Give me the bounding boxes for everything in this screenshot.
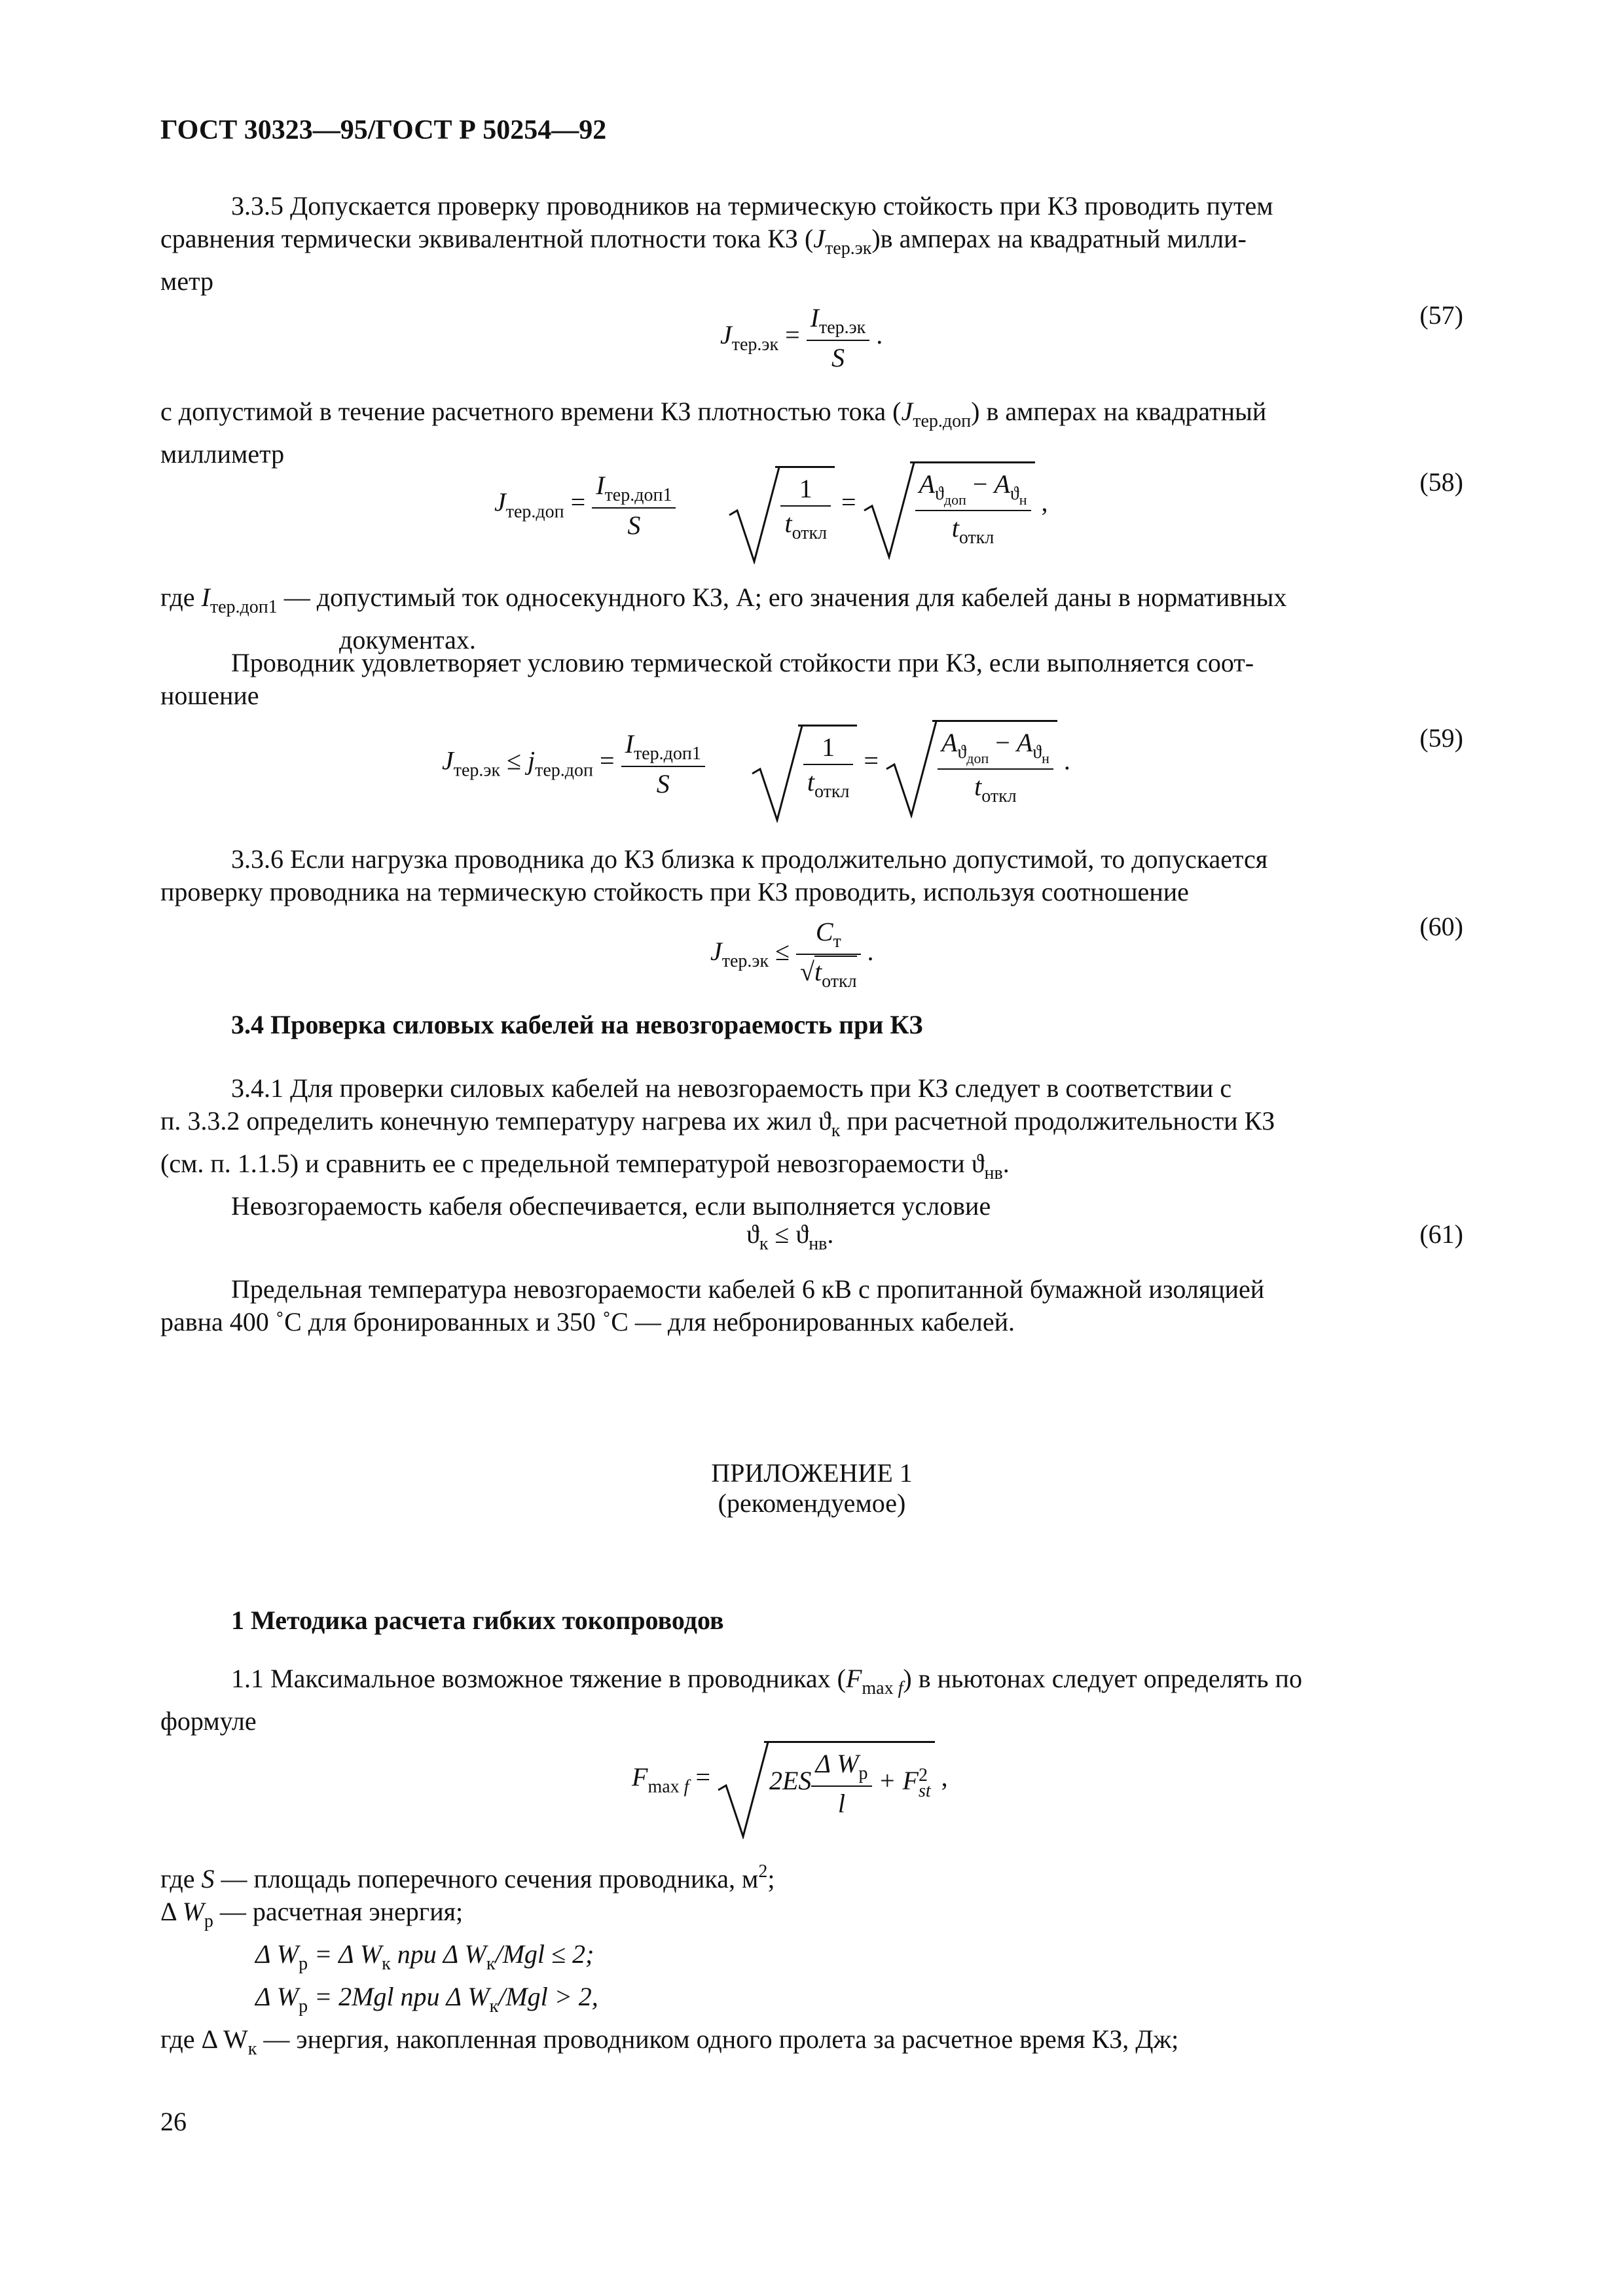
radical-sign-icon xyxy=(863,461,915,560)
where-list xyxy=(160,1856,1178,2066)
paragraph-3-3-6 xyxy=(160,843,1463,908)
square-root: $\frac{1}{t_{откл}}$ xyxy=(728,466,835,544)
text-line: Проводник удовлетворяет условию термической стойкости при КЗ, если выполняется соот- xyxy=(231,648,1254,677)
text-line: документах. xyxy=(339,625,476,655)
equation-number: (58) xyxy=(1419,467,1463,497)
equation-number: (60) xyxy=(1419,912,1463,941)
where-definition xyxy=(160,581,1463,656)
equation-number: (57) xyxy=(1419,300,1463,330)
text-line: 3.3.6 Если нагрузка проводника до КЗ близка к продолжительно допустимой, то допускается xyxy=(231,844,1268,874)
equation-number: (59) xyxy=(1419,723,1463,753)
text-line: Предельная температура невозгораемости кабелей 6 кВ с пропитанной бумажной изоляцией xyxy=(231,1274,1265,1304)
square-root: $\frac{A_{ϑ_{доп}} - A_{ϑ_н}}{t_{откл}}$ xyxy=(885,720,1057,807)
square-root: 2ES $\frac{\Delta W_р}{l}$ + F 2 st xyxy=(717,1741,935,1819)
square-root: $\frac{1}{t_{откл}}$ xyxy=(751,725,858,802)
paragraph-3-4-1 xyxy=(160,1072,1463,1223)
paragraph-1-1 xyxy=(160,1662,1463,1738)
text-line: где Δ $W_к$ — энергия, накопленная проводником одного пролета за расчетное время КЗ, Дж; xyxy=(160,2024,1179,2059)
text-line: где $I_{тер.доп1}$ — допустимый ток односекундного КЗ, А; его значения для кабелей даны в нормативных xyxy=(160,583,1287,617)
fraction: $\frac{I_{тер.доп1}}{S}$ xyxy=(621,728,705,799)
section-title-3-4: 3.4 Проверка силовых кабелей на невозгораемость при КЗ xyxy=(231,1010,923,1039)
appendix-title: ПРИЛОЖЕНИЕ 1 xyxy=(711,1458,913,1488)
radical-sign-icon xyxy=(728,466,780,564)
appendix-subtitle: (рекомендуемое) xyxy=(718,1488,906,1518)
paragraph-condition xyxy=(160,647,1463,712)
text-line: (см. п. 1.1.5) и сравнить ее с предельной температурой невозгораемости $ϑ_{нв}$. xyxy=(160,1149,1010,1183)
fraction: $\frac{I_{тер.эк}}{S}$ xyxy=(807,302,870,373)
square-root: $\frac{A_{ϑ_{доп}} - A_{ϑ_н}}{t_{откл}}$ xyxy=(863,461,1035,548)
text-line: проверку проводника на термическую стойкость при КЗ проводить, используя соотношение xyxy=(160,877,1189,906)
equation-number: (61) xyxy=(1419,1219,1463,1249)
text-line: 3.4.1 Для проверки силовых кабелей на невозгораемость при КЗ следует в соответствии с xyxy=(231,1073,1232,1103)
radical-sign-icon xyxy=(717,1741,769,1839)
text-line: Δ $W_р$ — расчетная энергия; xyxy=(160,1897,464,1931)
text-line: метр xyxy=(160,266,214,296)
radical-sign-icon xyxy=(885,720,938,818)
text-line: с допустимой в течение расчетного времени КЗ плотностью тока $(J_{тер.доп})$ в амперах на квадратный xyxy=(160,397,1267,431)
sqrt-sign-icon: √ xyxy=(800,957,814,986)
document-page: ГОСТ 30323—95/ГОСТ Р 50254—92 3.3.5 Допускается проверку проводников на термическую стойкость при КЗ проводить путем сравнения термически эквивалентной плотности тока КЗ $(J_{тер.эк})в$ амперах на квадратный милли- метр $J_{тер.эк}$ = $\frac{I_{тер.эк}}{S}$ . (57) с допустимой в течение расчетного времени КЗ плотностью тока $(J_{тер.доп})$ в амперах на квадратный миллиметр $J_{тер.доп}$ = $\frac{I_{тер.доп1}}{S}$ $\frac{1}{t_{откл}}$ = $\frac{A_{ϑ_{доп}} - A_{ϑ_н}}{t_{откл}}$ , (58) где $I_{тер.доп1}$ — допустимый ток односекундного КЗ, А; его значения для кабелей даны в нормативных документах. Проводник удовлетворяет условию термической стойкости при КЗ, если выполняется соот- ношение $J_{тер.эк} \le j_{тер.доп}$ = $\frac{I_{тер.доп1}}{S}$ $\frac{1}{t_{откл}}$ = $\frac{A_{ϑ_{доп}} - A_{ϑ_н}}{t_{откл}}$ . (59) 3.3.6 Если нагрузка проводника до КЗ близка к продолжительно допустимой, то допускается проверку проводника на термическую стойкость при КЗ проводить, используя соотношение $J_{тер.эк}$ ≤ $\frac{C_т}{√t_{откл}}$ . (60) 3.4 Проверка силовых кабелей на невозгораемость при КЗ 3.4.1 Для проверки силовых кабелей на невозгораемость при КЗ следует в соответствии с п. 3.3.2 определить конечную температуру нагрева их жил $ϑ_к$ при расчетной продолжительности КЗ (см. п. 1.1.5) и сравнить ее с предельной температурой невозгораемости $ϑ_{нв}$. Невозгораемость кабеля обеспечивается, если выполняется условие $ϑ_к \le ϑ_{нв}$. (61) Предельная температура невозгораемости кабелей 6 кВ с пропитанной бумажной изоляцией равна 400 ˚С для бронированных и 350 ˚С — для небронированных кабелей. ПРИЛОЖЕНИЕ 1 (рекомендуемое) 1 Методика расчета гибких токопроводов 1.1 Максимальное возможное тяжение в проводниках $(F_{max f})$ в ньютонах следует определять по формуле $F_{max f}$ = 2ES $\frac{\Delta W_р}{l}$ + F 2 st , где S — площадь поперечного сечения проводника, $м^2$; Δ $W_р$ — расчетная энергия; Δ $W_р = \Delta$ $W_к$ при Δ $W_к$/Mgl ≤ 2; Δ $W_р = 2Mgl$ при Δ $W_к$/Mgl > 2, где Δ $W_к$ — энергия, накопленная проводником одного пролета за расчетное время КЗ, Дж; 26 xyxy=(160,115,1463,2136)
text-line: 1.1 Максимальное возможное тяжение в проводниках $(F_{max f})$ в ньютонах следует определять по xyxy=(231,1664,1302,1698)
fraction: $\frac{C_т}{√t_{откл}}$ xyxy=(796,916,861,992)
paragraph-permissible-density xyxy=(160,395,1463,471)
text-line: Невозгораемость кабеля обеспечивается, если выполняется условие xyxy=(231,1191,991,1221)
radical-sign-icon xyxy=(751,725,803,823)
paragraph-3-3-5 xyxy=(160,190,1463,298)
document-header: ГОСТ 30323—95/ГОСТ Р 50254—92 xyxy=(160,115,607,145)
text-line: Δ $W_р = 2Mgl$ при Δ $W_к$/Mgl > 2, xyxy=(255,1982,598,2017)
section-title-1: 1 Методика расчета гибких токопроводов xyxy=(231,1605,724,1635)
text-line: Δ $W_р = \Delta$ $W_к$ при Δ $W_к$/Mgl ≤ 2; xyxy=(255,1939,594,1974)
text-line: ношение xyxy=(160,681,259,710)
paragraph-temperature xyxy=(160,1273,1463,1338)
text-line: где S — площадь поперечного сечения проводника, $м^2$; xyxy=(160,1861,775,1893)
text-line: равна 400 ˚С для бронированных и 350 ˚С — для небронированных кабелей. xyxy=(160,1307,1015,1336)
fraction: $\frac{I_{тер.доп1}}{S}$ xyxy=(592,470,676,541)
text-line: сравнения термически эквивалентной плотности тока КЗ $(J_{тер.эк})в$ амперах на квадратный милли- xyxy=(160,224,1247,259)
appendix-heading xyxy=(160,1458,1463,1518)
text-line: миллиметр xyxy=(160,439,285,469)
text-line: формуле xyxy=(160,1706,257,1736)
text-line: п. 3.3.2 определить конечную температуру нагрева их жил $ϑ_к$ при расчетной продолжительности КЗ xyxy=(160,1106,1275,1141)
text-line: 3.3.5 Допускается проверку проводников на термическую стойкость при КЗ проводить путем xyxy=(231,191,1273,221)
page-number: 26 xyxy=(160,2107,187,2136)
